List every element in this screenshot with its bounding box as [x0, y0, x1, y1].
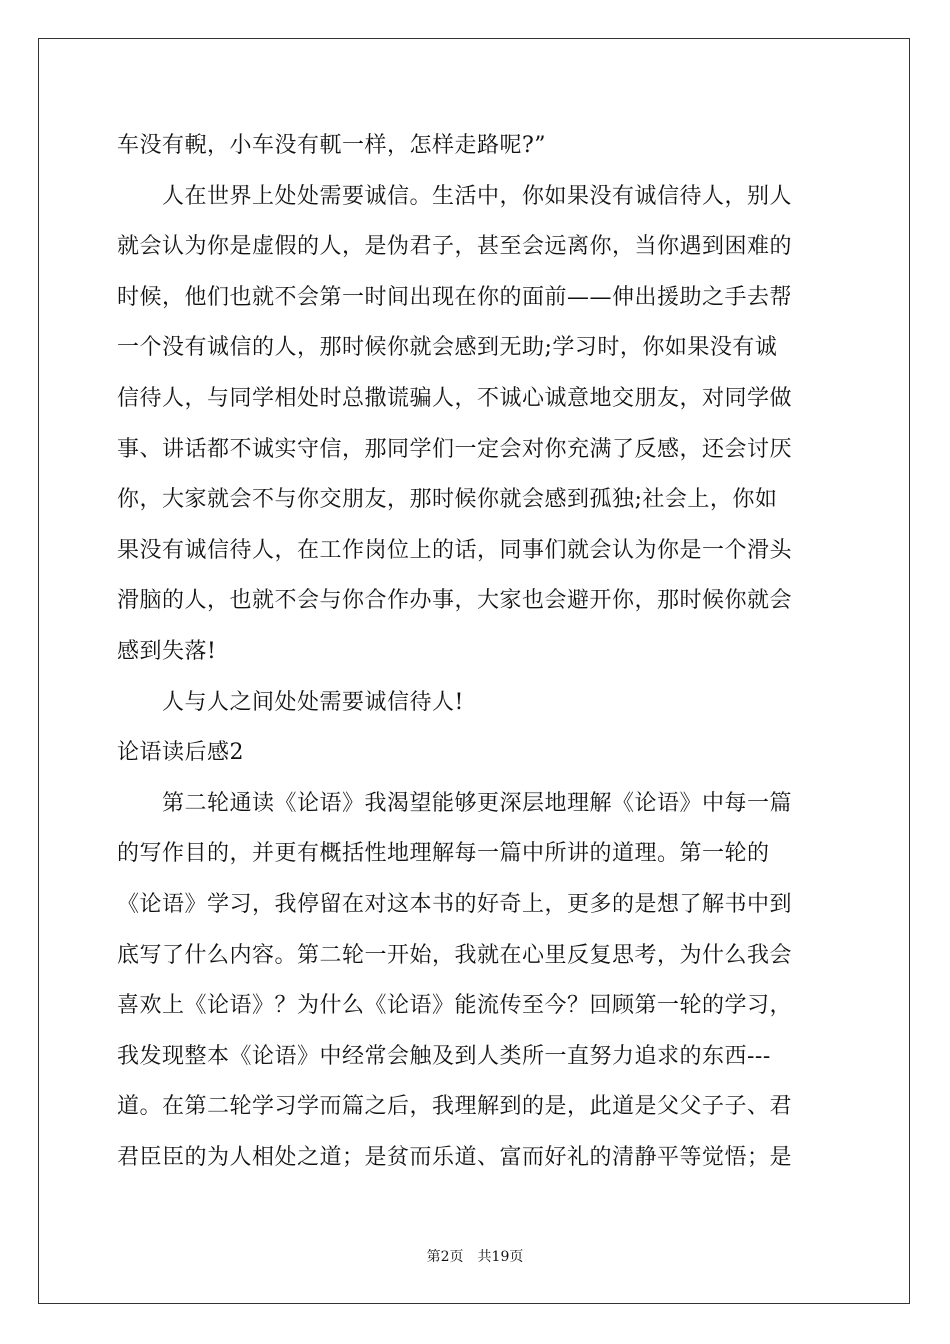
- text-line: 底写了什么内容。第二轮一开始，我就在心里反复思考，为什么我会: [117, 942, 793, 968]
- page-footer: [0, 1248, 950, 1266]
- text-line: 感到失落!: [117, 638, 217, 664]
- text-line: 的写作目的，并更有概括性地理解每一篇中所讲的道理。第一轮的: [117, 841, 770, 867]
- text-line: 就会认为你是虚假的人，是伪君子，甚至会远离你，当你遇到困难的: [117, 234, 793, 260]
- paragraph-start-line: 第二轮通读《论语》我渴望能够更深层地理解《论语》中每一篇: [162, 790, 793, 816]
- page-number: 第2页: [426, 1249, 464, 1265]
- paragraph-start-line: 人与人之间处处需要诚信待人!: [162, 689, 464, 715]
- text-line: 君臣臣的为人相处之道；是贫而乐道、富而好礼的清静平等觉悟；是: [117, 1144, 793, 1170]
- text-line: 时候，他们也就不会第一时间出现在你的面前——伸出援助之手去帮: [117, 284, 793, 310]
- text-line: 车没有輗，小车没有軏一样，怎样走路呢?”: [117, 133, 547, 158]
- section-heading: 论语读后感2: [117, 740, 244, 766]
- text-line: 喜欢上《论语》？为什么《论语》能流传至今？回顾第一轮的学习，: [117, 993, 793, 1019]
- page-total: 共19页: [477, 1249, 524, 1265]
- text-line: 一个没有诚信的人，那时候你就会感到无助;学习时，你如果没有诚: [117, 335, 778, 361]
- text-line: 你，大家就会不与你交朋友，那时候你就会感到孤独;社会上，你如: [117, 487, 778, 513]
- text-line: 滑脑的人，也就不会与你合作办事，大家也会避开你，那时候你就会: [117, 588, 793, 614]
- text-line: 信待人，与同学相处时总撒谎骗人，不诚心诚意地交朋友，对同学做: [117, 385, 793, 411]
- text-line: 果没有诚信待人，在工作岗位上的话，同事们就会认为你是一个滑头: [117, 537, 793, 563]
- text-line: 事、讲话都不诚实守信，那同学们一定会对你充满了反感，还会讨厌: [117, 436, 793, 462]
- paragraph-start-line: 人在世界上处处需要诚信。生活中，你如果没有诚信待人，别人: [162, 183, 793, 209]
- text-line: 道。在第二轮学习学而篇之后，我理解到的是，此道是父父子子、君: [117, 1094, 793, 1120]
- text-line: 我发现整本《论语》中经常会触及到人类所一直努力追求的东西---: [117, 1043, 771, 1069]
- text-line: 《论语》学习，我停留在对这本书的好奇上，更多的是想了解书中到: [117, 891, 793, 917]
- document-body: [117, 128, 833, 1190]
